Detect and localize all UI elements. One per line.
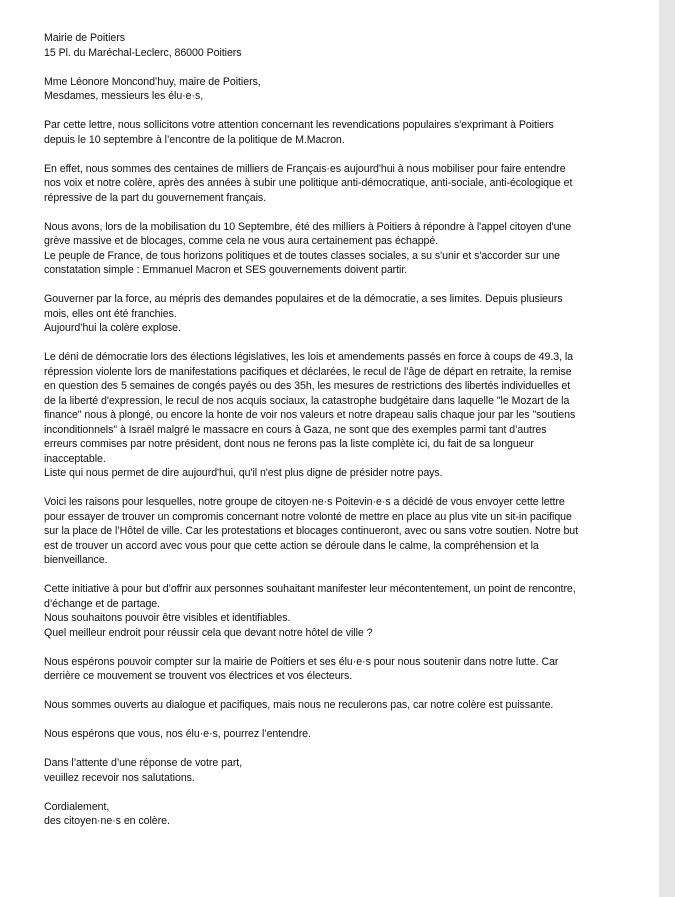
text-line: bienveillance.: [44, 554, 108, 566]
text-line: des citoyen·ne·s en colère.: [44, 815, 170, 827]
text-line: Cette initiative à pour but d’offrir aux personnes souhaitant manifester leur mécontentement, un point de rencontre,: [44, 583, 576, 595]
text-line: depuis le 10 septembre à l’encontre de la politique de M.Macron.: [44, 133, 345, 146]
text-line: erreurs commises par notre président, dont nous ne ferons pas la liste complète ici, du fait de sa longueur: [44, 438, 534, 450]
salutation: [44, 75, 644, 104]
context-paragraph: [44, 162, 644, 206]
text-line: Dans l’attente d’une réponse de votre part,: [44, 757, 243, 769]
text-line: inconditionnels" à Israël malgré le massacre en cours à Gaza, ne sont que des exemples parmi tant d’autres: [44, 423, 547, 436]
closing-paragraph: [44, 756, 644, 785]
text-line: répression violente lors de manifestations pacifiques et déclarées, le recul de l’âge de départ en retraite, la remise: [44, 365, 572, 378]
text-line: sur la place de l’Hôtel de ville. Car les protestations et blocages continueront, avec ou sans votre soutien. Notre but: [44, 525, 579, 537]
text-line: grève massive et de blocages, comme cela ne vous aura certainement pas échappé.: [44, 235, 439, 247]
intro-paragraph: [44, 118, 644, 147]
text-line: Quel meilleur endroit pour réussir cela que devant notre hôtel de ville ?: [44, 626, 373, 639]
dialogue-paragraph: [44, 698, 644, 713]
text-line: Liste qui nous permet de dire aujourd'hui, qu'il n'est plus digne de présider notre pays.: [44, 467, 443, 479]
text-line: Nous espérons que vous, nos élu·e·s, pourrez l’entendre.: [44, 728, 311, 740]
text-line: veuillez recevoir nos salutations.: [44, 771, 195, 784]
text-line: inacceptable.: [44, 452, 106, 465]
text-line: est de trouver un accord avec vous pour que cette action se déroule dans le calme, la compréhension et la: [44, 539, 539, 552]
initiative-paragraph: [44, 582, 644, 640]
text-line: constatation simple : Emmanuel Macron et SES gouvernements doivent partir.: [44, 264, 408, 276]
text-line: Le peuple de France, de tous horizons politiques et de toutes classes sociales, a su s'unir et s'accorder sur une: [44, 249, 561, 262]
address-block: [44, 31, 644, 60]
text-line: Gouverner par la force, au mépris des demandes populaires et de la démocratie, a ses limites. Depuis plusieurs: [44, 293, 563, 305]
text-line: Nous avons, lors de la mobilisation du 10 Septembre, été des milliers à Poitiers à répondre à l'appel citoyen d'une: [44, 220, 572, 233]
text-line: répressive de la part du gouvernement français.: [44, 191, 267, 204]
text-line: Nous souhaitons pouvoir être visibles et identifiables.: [44, 612, 291, 624]
request-paragraph: [44, 495, 644, 568]
text-line: Mairie de Poitiers: [44, 32, 125, 44]
grievances-paragraph: [44, 350, 644, 481]
text-line: mois, elles ont été franchies.: [44, 307, 177, 320]
text-line: Aujourd’hui la colère explose.: [44, 322, 181, 334]
text-line: en question des 5 semaines de congés payés ou des 35h, les mesures de restrictions des libertés individuelles et: [44, 380, 571, 392]
side-margin-strip: [659, 0, 675, 897]
text-line: Mesdames, messieurs les élu·e·s,: [44, 90, 204, 102]
text-line: 15 Pl. du Maréchal-Leclerc, 86000 Poitiers: [44, 46, 242, 59]
text-line: Mme Léonore Moncond’huy, maire de Poitiers,: [44, 75, 261, 88]
force-paragraph: [44, 292, 644, 336]
text-line: En effet, nous sommes des centaines de milliers de Français·es aujourd'hui à nous mobiliser pour faire entendre: [44, 162, 566, 175]
support-paragraph: [44, 655, 644, 684]
text-line: nos voix et notre colère, après des années à subir une politique anti-démocratique, anti-sociale, anti-écologique et: [44, 177, 573, 189]
letter-body: [44, 31, 644, 843]
text-line: de la liberté d'expression, le recul de nos acquis sociaux, la catastrophe budgétaire dans laquelle "le Mozart de la: [44, 394, 570, 407]
text-line: d’échange et de partage.: [44, 597, 161, 610]
signature: [44, 800, 644, 829]
text-line: pour essayer de trouver un compromis concernant notre volonté de mettre en place au plus vite un sit-in pacifique: [44, 510, 572, 523]
text-line: finance" nous à plongé, ou encore la honte de voir nos valeurs et notre drapeau salis chaque jour par les "soutiens: [44, 409, 576, 421]
text-line: Voici les raisons pour lesquelles, notre groupe de citoyen·ne·s Poitevin·e·s a décidé de vous envoyer cette lettre: [44, 496, 565, 508]
text-line: Par cette lettre, nous sollicitons votre attention concernant les revendications populaires s'exprimant à Poitiers: [44, 119, 554, 131]
text-line: Le déni de démocratie lors des élections législatives, les lois et amendements passés en force à coups de 49.3, la: [44, 351, 574, 363]
mobilisation-paragraph: [44, 220, 644, 278]
hope-paragraph: [44, 727, 644, 742]
text-line: Cordialement,: [44, 800, 110, 813]
text-line: Nous espérons pouvoir compter sur la mairie de Poitiers et ses élu·e·s pour nous soutenir dans notre lutte. Car: [44, 655, 559, 668]
text-line: Nous sommes ouverts au dialogue et pacifiques, mais nous ne reculerons pas, car notre colère est puissante.: [44, 699, 554, 711]
text-line: derrière ce mouvement se trouvent vos électrices et vos électeurs.: [44, 670, 353, 682]
